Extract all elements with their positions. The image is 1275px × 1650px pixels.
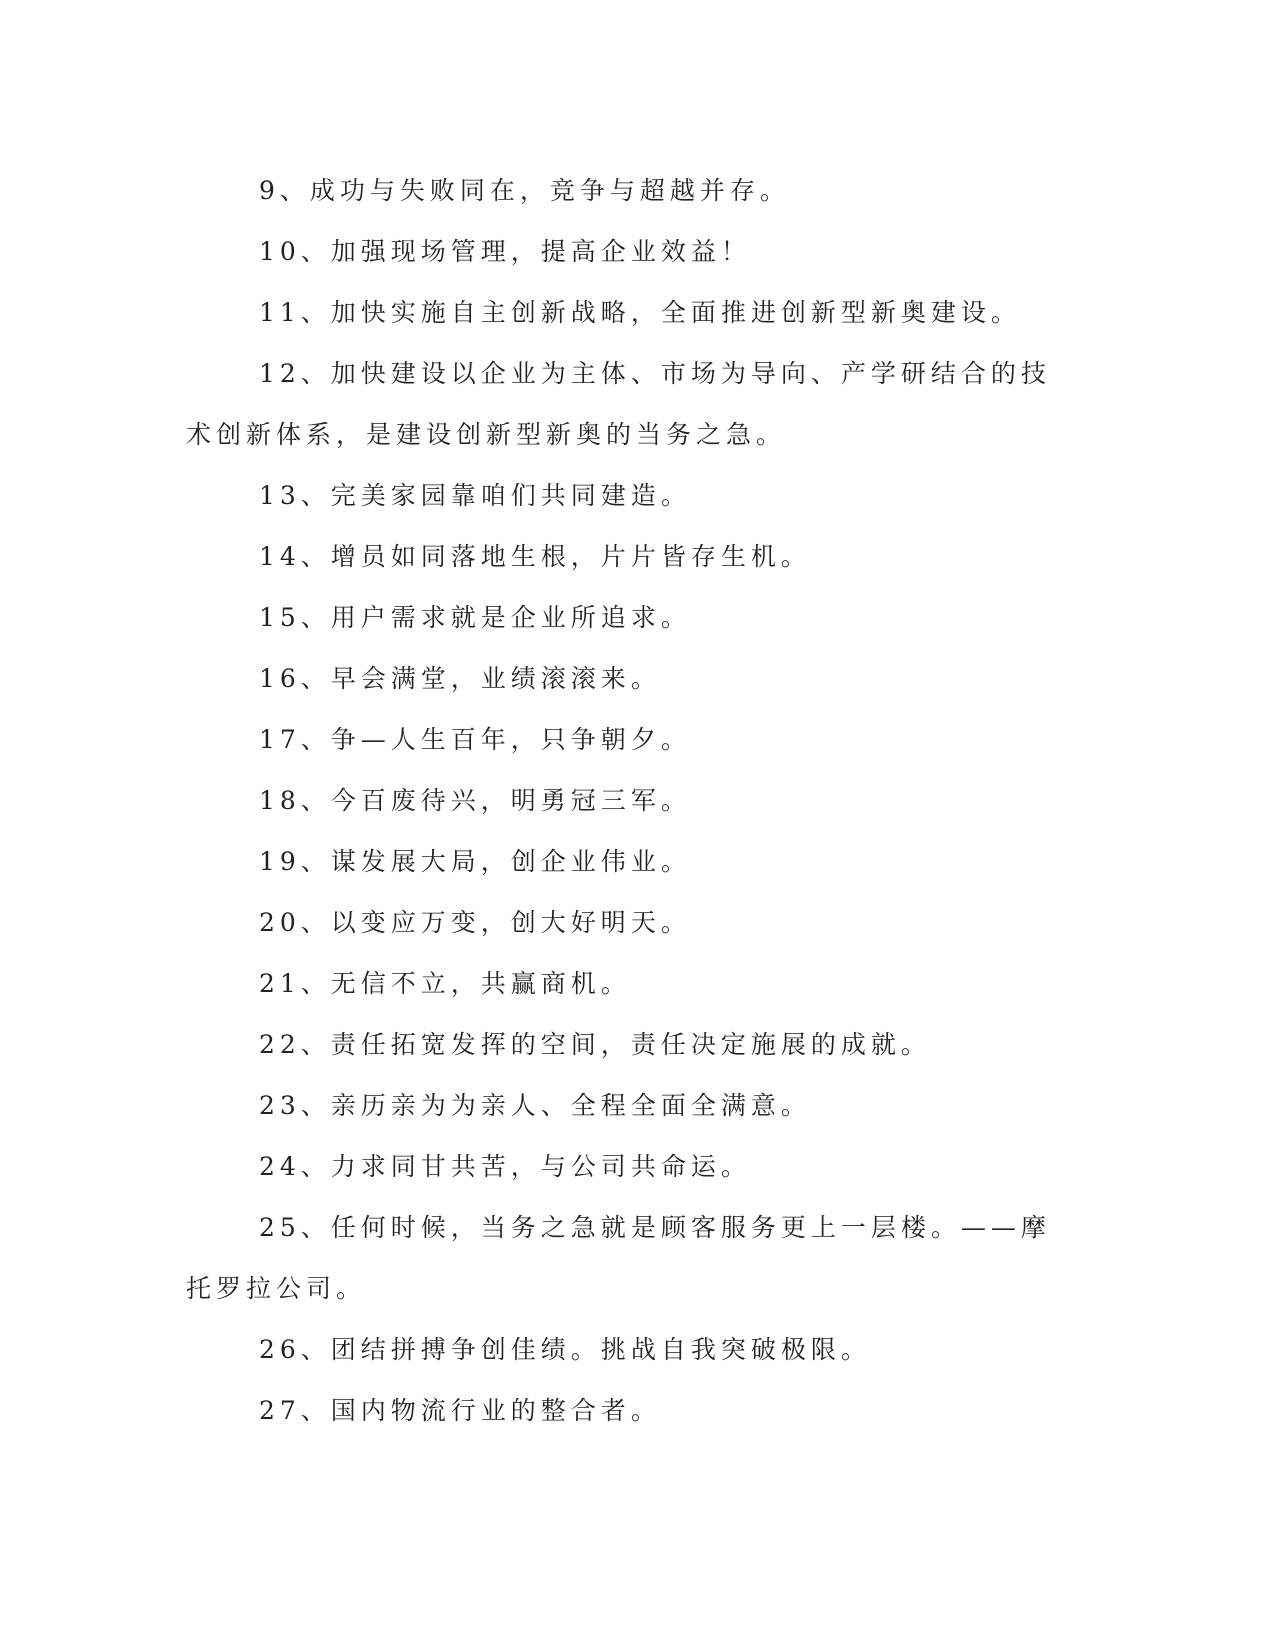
slogan-item: 24、力求同甘共苦，与公司共命运。 (259, 1152, 751, 1181)
slogan-item: 14、增员如同落地生根，片片皆存生机。 (259, 542, 811, 571)
slogan-item: 27、国内物流行业的整合者。 (259, 1396, 661, 1425)
slogan-item: 11、加快实施自主创新战略，全面推进创新型新奥建设。 (259, 298, 1021, 327)
slogan-item: 18、今百废待兴，明勇冠三军。 (259, 786, 691, 815)
slogan-item: 17、争—人生百年，只争朝夕。 (259, 725, 691, 754)
slogan-item: 25、任何时候，当务之急就是顾客服务更上一层楼。——摩托罗拉公司。 (186, 1213, 1051, 1303)
slogan-item: 21、无信不立，共赢商机。 (259, 969, 631, 998)
slogan-item: 10、加强现场管理，提高企业效益！ (259, 237, 751, 266)
slogan-item: 23、亲历亲为为亲人、全程全面全满意。 (259, 1091, 811, 1120)
slogan-item: 19、谋发展大局，创企业伟业。 (259, 847, 691, 876)
slogan-item: 20、以变应万变，创大好明天。 (259, 908, 691, 937)
slogan-item: 9、成功与失败同在，竞争与超越并存。 (259, 176, 790, 205)
slogan-item: 16、早会满堂，业绩滚滚来。 (259, 664, 661, 693)
slogan-item: 22、责任拓宽发挥的空间，责任决定施展的成就。 (259, 1030, 931, 1059)
slogan-list (186, 160, 1076, 1441)
slogan-item: 13、完美家园靠咱们共同建造。 (259, 481, 691, 510)
slogan-item: 15、用户需求就是企业所追求。 (259, 603, 691, 632)
slogan-item: 26、团结拼搏争创佳绩。挑战自我突破极限。 (259, 1335, 871, 1364)
slogan-item: 12、加快建设以企业为主体、市场为导向、产学研结合的技术创新体系，是建设创新型新奥的当务之急。 (186, 359, 1051, 449)
